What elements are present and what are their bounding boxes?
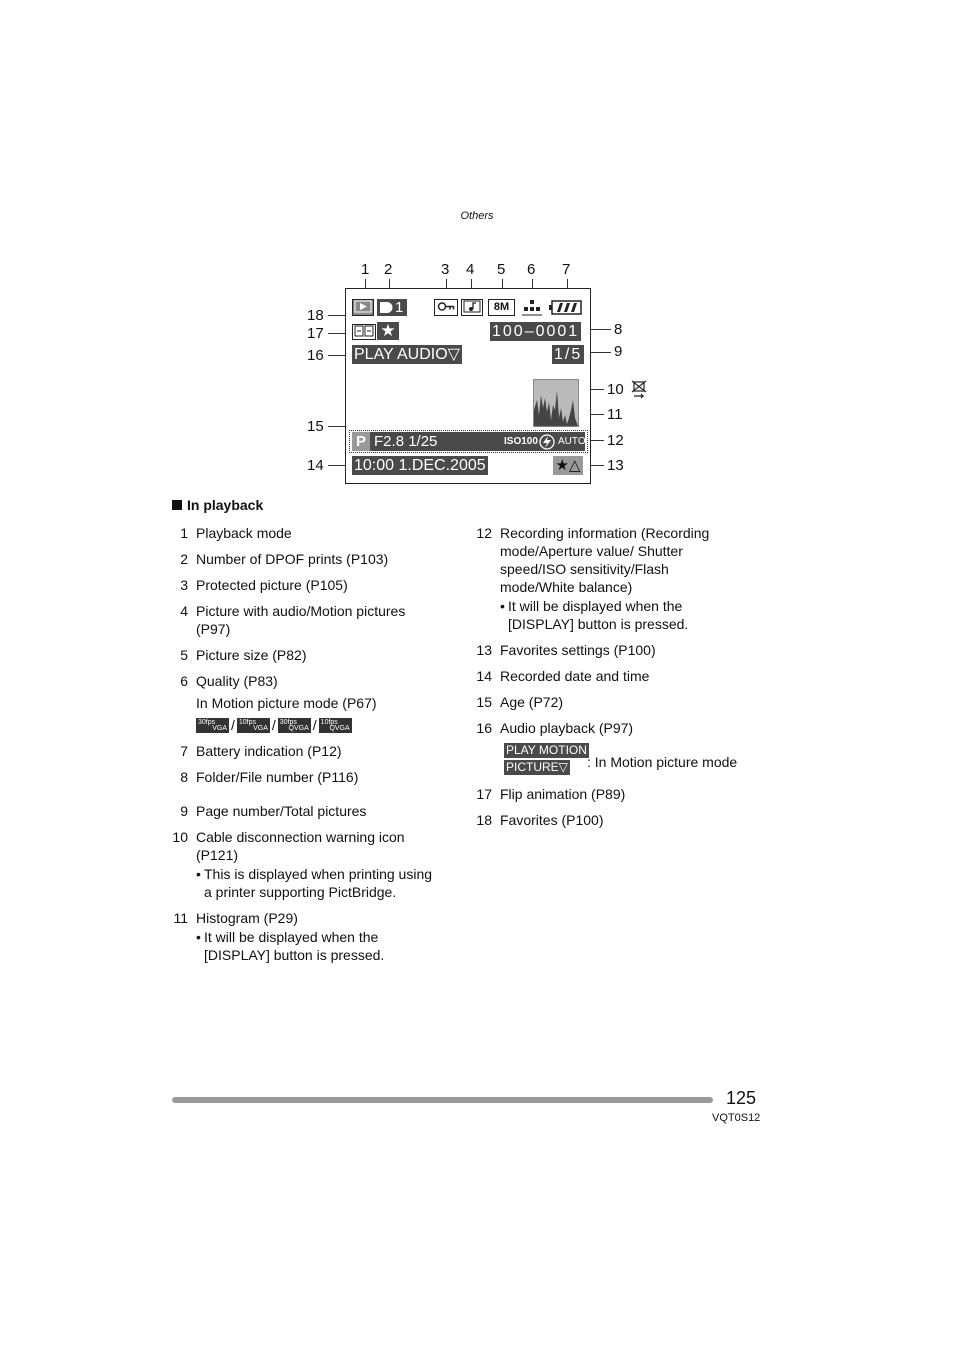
cable-warning-icon — [630, 380, 648, 400]
list-item: 7 Battery indication (P12) — [180, 743, 342, 759]
bullet-note: • It will be displayed when the [DISPLAY] button is pressed. — [196, 929, 385, 963]
list-item: 6 Quality (P83) In Motion picture mode (P67) 30fps VGA / 10fps VGA / 30fps QVGA / 10fps QVGA — [172, 672, 462, 734]
bullet-note: • It will be displayed when the [DISPLAY] button is pressed. — [500, 598, 689, 632]
callout-number: 3 — [441, 261, 450, 278]
fps-icon: 30fps VGA — [198, 718, 227, 732]
callout-number: 15 — [307, 418, 324, 435]
quality-icon — [520, 299, 544, 316]
list-item: 10 Cable disconnection warning icon (P121) • This is displayed when printing using a printer supporting PictBridge. — [172, 828, 462, 901]
list-item: 16 Audio playback (P97) PLAY MOTION PICTURE▽ : In Motion picture mode — [476, 719, 766, 777]
list-item: 13 Favorites settings (P100) — [476, 642, 656, 658]
iso-value: ISO100 — [504, 436, 538, 447]
motion-caption: : In Motion picture mode — [587, 754, 738, 770]
callout-number: 1 — [361, 261, 370, 278]
callout-number: 13 — [607, 457, 624, 474]
dpof-print-icon — [377, 299, 407, 316]
callout-number: 5 — [497, 261, 506, 278]
list-item: 12 Recording information (Recording mode/Aperture value/ Shutter speed/ISO sensitivity/Flash mode/White balance) • It will be displayed when the [DISPLAY] button is pressed. — [476, 524, 766, 633]
fps-icon: 10fps VGA — [238, 718, 268, 732]
audio-note-icon — [461, 299, 483, 316]
list-item: 18 Favorites (P100) — [476, 812, 604, 828]
recorded-datetime: 10:00 1.DEC.2005 — [354, 457, 486, 474]
callout-number: 12 — [607, 432, 624, 449]
play-motion-label: PLAY MOTION — [506, 743, 587, 757]
list-item: 14 Recorded date and time — [476, 668, 650, 684]
favorites-settings-icon: ★△ — [553, 456, 583, 475]
list-item: 11 Histogram (P29) • It will be displayed when the [DISPLAY] button is pressed. — [172, 909, 462, 964]
recording-mode: P — [352, 432, 370, 451]
footer-rule — [172, 1097, 713, 1103]
callout-number: 11 — [607, 406, 623, 423]
playback-mode-icon — [352, 299, 374, 316]
callout-number: 17 — [307, 325, 324, 342]
section-header: Others — [460, 210, 494, 222]
motion-picture-label-group — [500, 743, 766, 777]
callout-number: 6 — [527, 261, 536, 278]
left-list — [172, 524, 462, 972]
white-balance: AUTO — [558, 436, 586, 447]
list-item: 5 Picture size (P82) — [180, 647, 307, 663]
document-code: VQT0S12 — [712, 1112, 761, 1124]
callout-number: 8 — [614, 321, 623, 338]
flash-icon — [539, 434, 555, 450]
favorites-star-icon: ★ — [377, 322, 399, 340]
fps-icon: 30fps QVGA — [279, 718, 309, 732]
page-number: 125 — [726, 1088, 757, 1108]
dpof-count: 1 — [395, 299, 404, 316]
folder-file-number: 100–0001 — [492, 323, 580, 340]
histogram — [533, 379, 579, 427]
fps-icon: 10fps QVGA — [320, 718, 350, 732]
callout-number: 9 — [614, 343, 623, 360]
square-bullet-icon — [172, 500, 182, 510]
list-item: 8 Folder/File number (P116) — [180, 769, 359, 785]
list-item: 4 Picture with audio/Motion pictures (P97) — [180, 603, 406, 637]
flip-animation-icon — [352, 324, 376, 340]
protect-key-icon — [434, 299, 458, 316]
battery-icon — [549, 299, 583, 316]
list-item: 17 Flip animation (P89) — [476, 786, 626, 802]
callout-number: 4 — [466, 261, 475, 278]
aperture-shutter: F2.8 1/25 — [374, 433, 438, 450]
list-item: 15 Age (P72) — [476, 694, 564, 710]
picture-label: PICTURE▽ — [506, 760, 568, 774]
play-audio-label: PLAY AUDIO▽ — [354, 346, 460, 363]
list-item: 2 Number of DPOF prints (P103) — [180, 551, 389, 567]
callout-number: 18 — [307, 307, 324, 324]
list-item: 1 Playback mode — [180, 525, 292, 541]
bullet-note: • This is displayed when printing using a printer supporting PictBridge. — [196, 866, 433, 900]
right-list — [476, 524, 766, 837]
callout-number: 2 — [384, 261, 393, 278]
callout-number: 14 — [307, 457, 324, 474]
quality-sub-text: In Motion picture mode (P67) — [196, 695, 377, 711]
list-item: 9 Page number/Total pictures — [180, 803, 367, 819]
list-item: 3 Protected picture (P105) — [180, 577, 348, 593]
picture-size-icon: 8M — [488, 299, 515, 316]
section-title: In playback — [172, 497, 263, 513]
recording-info-bar — [352, 432, 585, 451]
callout-number: 7 — [562, 261, 571, 278]
callout-number: 16 — [307, 347, 324, 364]
page-number-indicator: 1/5 — [554, 346, 583, 363]
callout-number: 10 — [607, 381, 624, 398]
fps-icons-row: 30fps VGA / 10fps VGA / 30fps QVGA / 10fps QVGA — [198, 717, 350, 733]
